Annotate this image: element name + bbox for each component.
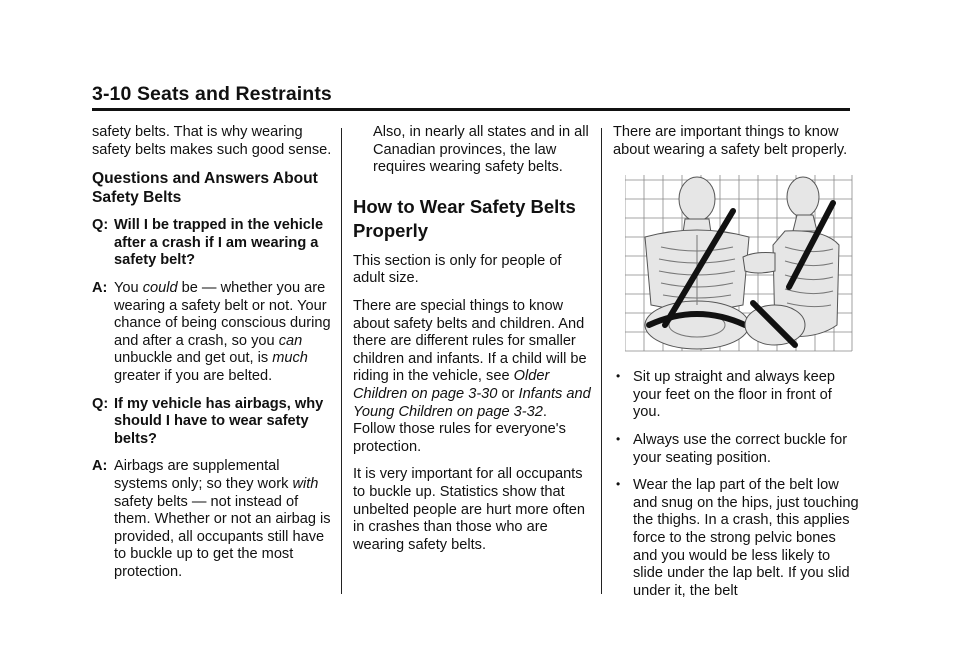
bullet-icon: • bbox=[616, 431, 621, 446]
a-label: A: bbox=[92, 458, 108, 475]
question-1-text: Will I be trapped in the vehicle after a crash if I am wearing a safety belt? bbox=[114, 217, 324, 269]
paragraph-text: There are special things to know about safety belts and children. And there are different rules for smaller children and infants. If a child will be riding in the vehicle, see bbox=[353, 297, 587, 385]
answer-1-text: unbuckle and get out, is bbox=[114, 350, 273, 367]
q-label: Q: bbox=[92, 395, 109, 412]
answer-1-emphasis: can bbox=[278, 332, 303, 349]
a-label: A: bbox=[92, 279, 108, 296]
answer-1-text: You bbox=[114, 279, 143, 296]
column-divider-1 bbox=[341, 128, 342, 594]
answer-2-text: Airbags are supplemental systems only; so they work bbox=[114, 458, 293, 492]
column-2 bbox=[353, 124, 593, 564]
answer-1-text: be — whether you are wearing a safety belt or not. Your chance of being conscious during and after a crash, so you bbox=[114, 279, 331, 349]
answer-2 bbox=[92, 458, 332, 581]
qa-heading: Questions and Answers About Safety Belts bbox=[92, 170, 318, 207]
column-3 bbox=[613, 124, 863, 610]
col2-paragraph-3: It is very important for all occupants to buckle up. Statistics show that unbelted people are hurt more often in crashes than those who are wearing safety belts. bbox=[353, 466, 586, 553]
col3-intro: There are important things to know about wearing a safety belt properly. bbox=[613, 124, 848, 158]
section-heading: How to Wear Safety Belts Properly bbox=[353, 195, 576, 241]
column-divider-2 bbox=[601, 128, 602, 594]
column-1 bbox=[92, 124, 332, 591]
bullet-text: Sit up straight and always keep your feet on the floor in front of you. bbox=[633, 369, 835, 421]
answer-2-emphasis: with bbox=[292, 475, 319, 492]
question-2 bbox=[92, 396, 332, 449]
question-1 bbox=[92, 217, 332, 270]
header-rule bbox=[92, 108, 850, 111]
col2-paragraph-1: This section is only for people of adult size. bbox=[353, 252, 562, 287]
answer-1-emphasis: could bbox=[142, 279, 178, 296]
bullet-item bbox=[613, 369, 863, 422]
page-header bbox=[92, 82, 850, 111]
col1-intro: safety belts. That is why wearing safety belts makes such good sense. bbox=[92, 124, 332, 158]
bullet-text: Wear the lap part of the belt low and snug on the hips, just touching the thighs. In a crash, this applies force to the strong pelvic bones and you would be less likely to slide under the lap belt. If you slid under it, the belt bbox=[633, 477, 859, 599]
answer-1 bbox=[92, 280, 332, 386]
question-2-text: If my vehicle has airbags, why should I have to wear safety belts? bbox=[114, 395, 324, 447]
bullet-icon: • bbox=[616, 369, 621, 384]
safety-belt-anatomy-illustration bbox=[625, 175, 853, 357]
cross-reference-link[interactable]: Infants and Young Children on page 3-32 bbox=[353, 385, 591, 420]
bullet-item bbox=[613, 477, 863, 600]
bullet-item bbox=[613, 432, 863, 467]
page-title: 3-10 Seats and Restraints bbox=[92, 83, 332, 105]
bullet-text: Always use the correct buckle for your seating position. bbox=[633, 431, 848, 466]
col2-continuation: Also, in nearly all states and in all Canadian provinces, the law requires wearing safety belts. bbox=[373, 124, 589, 176]
col2-paragraph-2 bbox=[353, 298, 593, 456]
paragraph-text: . Follow those rules for everyone's protection. bbox=[353, 403, 566, 455]
answer-1-text: greater if you are belted. bbox=[114, 367, 273, 384]
cross-reference-link[interactable]: Older Children on page 3-30 bbox=[353, 368, 550, 402]
q-label: Q: bbox=[92, 217, 109, 234]
bullet-icon: • bbox=[616, 477, 621, 492]
paragraph-text: or bbox=[497, 385, 519, 402]
answer-2-text: safety belts — not instead of them. Whether or not an airbag is provided, all occupants still have to buckle up to get the most protection. bbox=[114, 493, 331, 580]
answer-1-emphasis: much bbox=[272, 350, 308, 367]
